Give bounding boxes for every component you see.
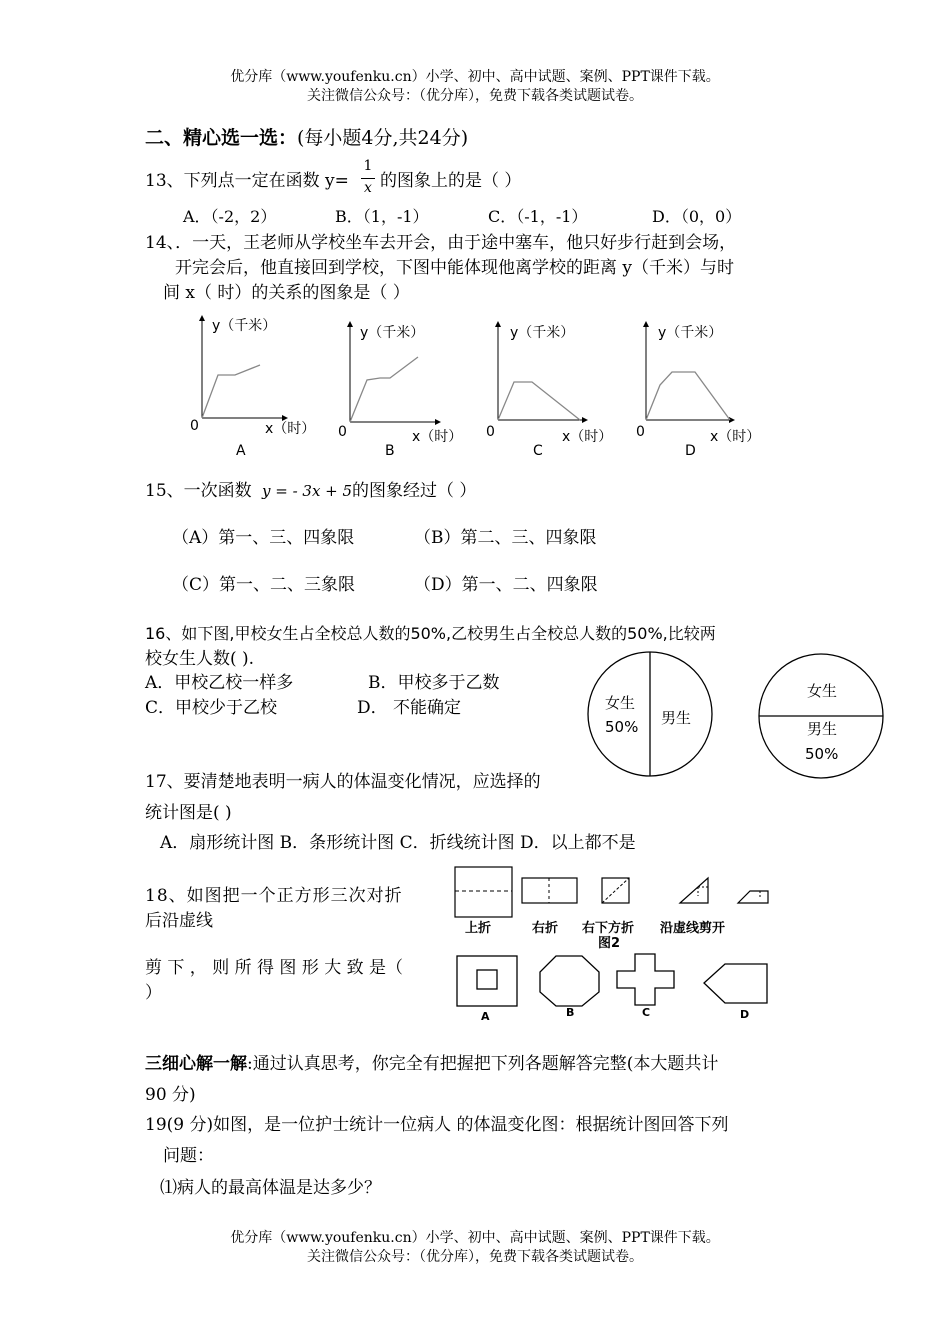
fold-fig-caption: 图2 [598,936,621,951]
footer-line-2: 关注微信公众号：（优分库），免费下载各类试题试卷。 [307,1249,643,1265]
q13-fraction-bar [361,178,375,179]
header-line-1: 优分库（www.youfenku.cn）小学、初中、高中试题、案例、PPT课件下载。 [230,69,720,85]
section3-title: 三细心解一解 [145,1054,247,1074]
graph-b-label: B [385,443,395,459]
q15-stem-a: 15、一次函数 [145,481,252,501]
q14-graphs [180,310,780,470]
q16-option-c: C．甲校少于乙校 [145,698,278,718]
q13-option-b: B．（1，-1） [335,207,429,226]
graph-b-origin: 0 [338,424,347,440]
graph-d-origin: 0 [636,424,645,440]
graph-b-ylabel: y（千米） [360,325,425,341]
q16-option-b: B．甲校多于乙数 [368,673,500,693]
q13-option-a: A．（-2，2） [183,207,277,226]
header-line-2: 关注微信公众号：（优分库），免费下载各类试题试卷。 [307,88,643,104]
pie-b-bottom-label: 男生 [807,720,838,738]
shape-a [457,956,517,1023]
shape-label-c: C [642,1006,651,1019]
q16-option-a: A．甲校乙校一样多 [145,673,294,693]
graph-a [190,317,315,459]
q13-fraction-numerator: 1 [363,158,373,174]
graph-b-line [350,357,418,422]
pie-school-b [759,654,883,778]
q13-stem-b: 的图象上的是（ ） [380,171,522,191]
graph-c-xlabel: x（时） [562,429,613,445]
q16-line-1: 16、如下图,甲校女生占全校总人数的50%,乙校男生占全校总人数的50%,比较两 [145,624,716,643]
q13-option-c: C．（-1，-1） [488,207,588,226]
shape-b [540,956,599,1019]
graph-b [338,324,462,459]
pie-a-right-label: 男生 [661,709,692,727]
fold-label-1: 上折 [465,921,492,936]
fold-step-5 [738,891,768,903]
q13-option-d: D．（0，0） [652,207,742,226]
q15-stem-b: 的图象经过（ ） [352,481,477,501]
fold-label-2: 右折 [532,921,559,936]
q14-line-2: 开完会后，他直接回到学校，下图中能体现他离学校的距离 y（千米）与时 [175,258,735,278]
shape-c [617,954,674,1019]
q14-line-3: 间 x（ 时）的关系的图象是（ ） [163,283,410,303]
q15-option-d: （D）第一、二、四象限 [414,575,598,595]
pie-school-a [588,652,712,776]
section3-heading [145,1053,718,1075]
q19-line-2: 问题： [163,1146,214,1166]
q15-option-c: （C）第一、二、三象限 [172,575,356,595]
graph-d [636,324,760,459]
graph-d-label: D [685,443,696,459]
graph-a-xlabel: x（时） [265,421,316,437]
graph-a-label: A [236,443,246,459]
fold-step-3 [582,878,634,951]
graph-c [486,324,612,459]
fold-label-4: 沿虚线剪开 [660,921,726,936]
q16-line-2: 校女生人数( ). [145,649,255,669]
section2-heading [145,126,468,150]
section3-line-2: 90 分) [145,1085,196,1105]
q18-line-2: 后沿虚线 [145,911,213,931]
pie-b-top-label: 女生 [807,682,838,700]
q17-options: A．扇形统计图 B．条形统计图 C．折线统计图 D．以上都不是 [160,833,636,853]
q19-line-1: 19(9 分)如图，是一位护士统计一位病人 的体温变化图：根据统计图回答下列 [145,1115,729,1135]
graph-c-origin: 0 [486,424,495,440]
q18-line-1: 18、如图把一个正方形三次对折 [145,886,403,906]
q14-line-1: 14、．一天，王老师从学校坐车去开会，由于途中塞车，他只好步行赶到会场， [145,233,737,253]
fold-step-1 [455,867,512,936]
q16-option-d: D． 不能确定 [357,698,462,718]
q18-line-3: 剪 下 ， 则 所 得 图 形 大 致 是（ [145,958,404,978]
fold-label-3: 右下方折 [582,921,635,936]
pie-b-bottom-pct: 50% [805,745,839,763]
shape-label-b: B [566,1006,575,1019]
graph-c-ylabel: y（千米） [510,325,575,341]
pie-a-left-label: 女生 [605,694,636,712]
graph-d-ylabel: y（千米） [658,325,723,341]
fold-step-4 [660,878,725,936]
q17-line-1: 17、要清楚地表明一病人的体温变化情况，应选择的 [145,772,541,792]
q15-option-a: （A）第一、三、四象限 [172,528,355,548]
q19-sub-1: ⑴病人的最高体温是达多少？ [160,1178,381,1198]
graph-a-line [202,365,260,418]
q15-option-b: （B）第二、三、四象限 [414,528,597,548]
q17-line-2: 统计图是( ) [145,803,232,823]
q13-fraction-denominator: x [364,180,372,196]
q18-line-4: ） [145,983,162,1003]
section2-note: (每小题4分,共24分) [297,127,469,149]
section3-text: :通过认真思考，你完全有把握把下列各题解答完整(本大题共计 [247,1054,719,1074]
graph-b-xlabel: x（时） [412,429,463,445]
graph-a-ylabel: y（千米） [212,318,277,334]
q18-answer-shapes [450,950,780,1025]
graph-d-xlabel: x（时） [710,429,761,445]
q13-stem-a: 13、下列点一定在函数 y= [145,171,349,191]
shape-d [704,964,767,1021]
shape-label-d: D [740,1008,750,1021]
graph-d-line [646,372,730,420]
graph-c-label: C [533,443,543,459]
footer-line-1: 优分库（www.youfenku.cn）小学、初中、高中试题、案例、PPT课件下载。 [230,1230,720,1246]
pie-a-left-pct: 50% [605,718,639,736]
graph-c-line [498,382,580,420]
graph-a-origin: 0 [190,418,199,434]
q18-fold-figures [450,860,780,955]
q15-formula: y = - 3x + 5 [262,482,353,500]
fold-step-2 [522,878,577,936]
q16-pie-charts [585,650,885,780]
shape-label-a: A [481,1010,490,1023]
section2-title: 二、精心选一选： [145,127,298,149]
